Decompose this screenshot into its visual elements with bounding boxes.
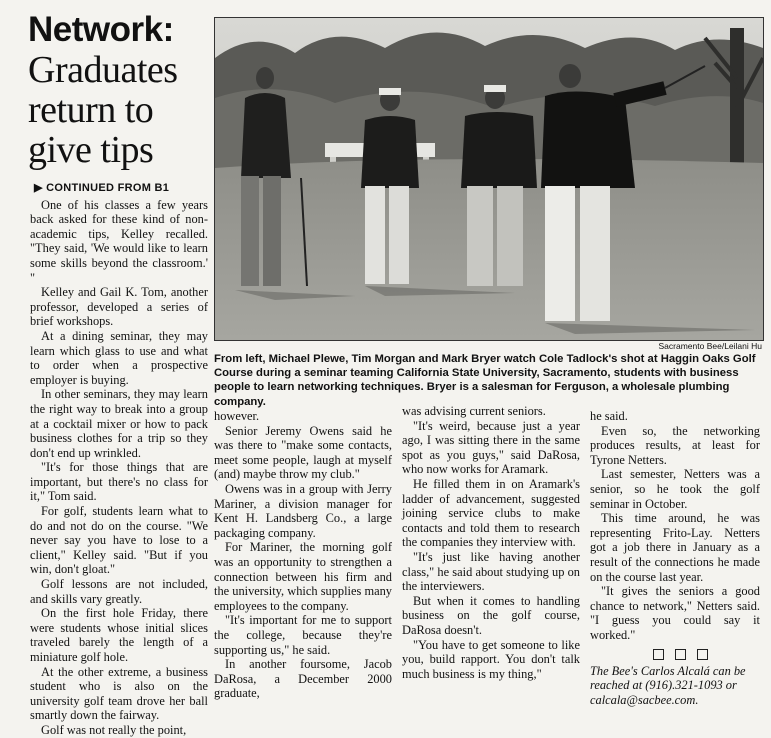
paragraph: he said. xyxy=(590,409,628,423)
paragraph: was advising current seniors. xyxy=(402,404,546,418)
paragraph: For golf, students learn what to do and not do on the course. "We never say you have to lose to a client," Kelley said. "But if you win, don't gloat." xyxy=(30,504,208,577)
paragraph: "It gives the seniors a good chance to network," Netters said. "I guess you could say it worked." xyxy=(590,584,760,642)
paragraph: For Mariner, the morning golf was an opportunity to strengthen a connection between his firm and the university, which supplies many employees to the company. xyxy=(214,540,392,613)
paragraph: He filled them in on Aramark's ladder of advancement, suggested joining service clubs to make contacts and told them to research the companies they interview with. xyxy=(402,476,580,550)
golf-photo-image xyxy=(215,18,763,340)
paragraph: Senior Jeremy Owens said he was there to "make some contacts, meet some people, laugh at myself (and) maybe throw my club." xyxy=(214,423,392,482)
article-column-3 xyxy=(402,404,580,681)
paragraph: "You have to get someone to like you, build rapport. You don't talk much business is my thing," xyxy=(402,637,580,681)
paragraph: "It's for those things that are important, but there's no class for it," Tom said. xyxy=(30,460,208,504)
headline-main: Graduates return to give tips xyxy=(28,49,178,171)
paragraph: In other seminars, they may learn the right way to break into a group at a cocktail mixer or how to pack business clothes for a trip so they don't end up wrinkled. xyxy=(30,387,208,460)
golf-photo xyxy=(214,17,764,341)
square-dingbat-icon xyxy=(653,649,664,660)
paragraph: Golf lessons are not included, and skills vary greatly. xyxy=(30,577,208,606)
paragraph: "It's important for me to support the college, because they're supporting us," he said. xyxy=(214,613,392,657)
paragraph: Last semester, Netters was a senior, so he took the golf seminar in October. xyxy=(590,467,760,511)
end-mark-dingbats xyxy=(600,649,760,660)
paragraph: In another foursome, Jacob DaRosa, a December 2000 graduate, xyxy=(214,657,392,701)
headline xyxy=(28,10,208,170)
paragraph: But when it comes to handling business on the golf course, DaRosa doesn't. xyxy=(402,593,580,637)
article-column-2 xyxy=(214,409,392,701)
photo-credit: Sacramento Bee/Leilani Hu xyxy=(658,341,762,351)
article-column-4 xyxy=(590,409,760,707)
paragraph: Owens was in a group with Jerry Mariner, a division manager for Kent H. Landsberg Co., a large packaging company. xyxy=(214,481,392,540)
article-column-1 xyxy=(30,181,208,738)
paragraph: At the other extreme, a business student who is also on the university golf team drove her ball smartly down the fairway. xyxy=(30,664,208,723)
paragraph: One of his classes a few years back asked for these kind of non-academic tips, Kelley recalled. "They said, 'We would like to learn some skills beyond the classroom.' " xyxy=(30,197,208,285)
square-dingbat-icon xyxy=(697,649,708,660)
paragraph: Kelley and Gail K. Tom, another professor, developed a series of brief workshops. xyxy=(30,285,208,329)
continued-line: ▶ CONTINUED FROM B1 xyxy=(34,182,170,194)
reporter-signature: The Bee's Carlos Alcalá can be reached at (916).321-1093 or calcala@sacbee.com. xyxy=(590,663,746,707)
headline-kicker: Network: xyxy=(28,10,174,49)
paragraph: At a dining seminar, they may learn which glass to use and what to order when a prospective employer is buying. xyxy=(30,328,208,387)
paragraph: On the first hole Friday, there were students whose initial slices traveled barely the length of a miniature golf hole. xyxy=(30,606,208,664)
square-dingbat-icon xyxy=(675,649,686,660)
paragraph: Even so, the networking produces results, at least for Tyrone Netters. xyxy=(590,423,760,467)
photo-caption: From left, Michael Plewe, Tim Morgan and Mark Bryer watch Cole Tadlock's shot at Haggin Oaks Golf Course during a seminar teaming California State University, Sacramento, students with business people to learn networking techniques. Bryer is a salesman for Ferguson, a wholesale plumbing company. xyxy=(214,353,756,408)
paragraph: Golf was not really the point, xyxy=(41,722,187,737)
paragraph: "It's weird, because just a year ago, I was sitting there in the same spot as you guys," said DaRosa, who now works for Aramark. xyxy=(402,418,580,477)
paragraph: "It's just like having another class," he said about studying up on the interviewers. xyxy=(402,549,580,594)
paragraph: This time around, he was representing Frito-Lay. Netters got a job there in January as a result of the connections he made on the course last year. xyxy=(590,511,760,584)
paragraph: however. xyxy=(214,409,260,423)
